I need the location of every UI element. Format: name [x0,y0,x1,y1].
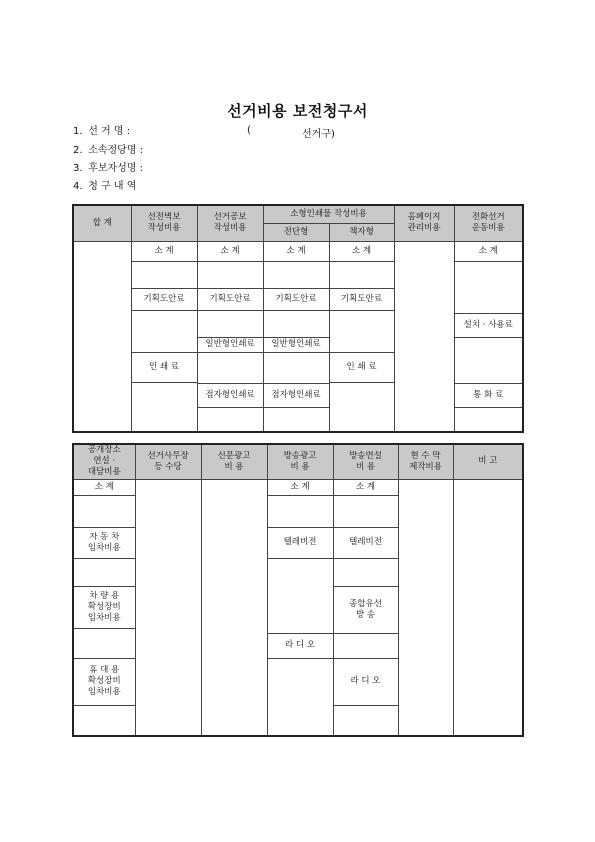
election-name-label: 선 거 명 : [88,126,131,137]
single-sheet-planning-label: 기획도안료 [263,288,329,310]
bulletin-planning-value [197,310,263,337]
cable-value [333,633,398,658]
bulletin-general-print-value [197,352,263,383]
car-rent-label: 자 동 차 임차비용 [73,527,135,558]
header-small-print-cost: 소형인쇄물 작성비용 [263,205,394,223]
speech-subtotal-value [73,495,135,527]
header-homepage-cost: 홈페이지 관리비용 [394,205,454,241]
header-total: 합 계 [73,205,131,241]
booklet-planning-value [329,310,394,352]
bulletin-subtotal-value [197,261,263,288]
candidate-name-label: 후보자성명 : [88,163,144,174]
party-name-label: 소속정당명 : [88,145,144,156]
header-office-allowance: 선거사무장 등 수당 [135,444,201,479]
item-number: 1. [73,126,83,137]
homepage-cell [394,241,454,432]
header-banner-cost: 현 수 막 제작비용 [398,444,453,479]
header-phone-cost: 전화선거 운동비용 [454,205,523,241]
single-sheet-planning-value [263,310,329,337]
item-number: 4. [73,181,83,192]
leaflet-planning-value [131,310,197,352]
phone-call-label: 통 화 료 [454,383,523,407]
phone-install-label: 설치 · 사용료 [454,313,523,337]
vehicle-speaker-value [73,628,135,658]
broadcast-ad-subtotal: 소 계 [267,479,333,495]
booklet-subtotal-value [329,261,394,288]
phone-call-value [454,407,523,432]
broadcast-speech-radio-label: 라 디 오 [333,658,398,705]
vehicle-speaker-label: 차 량 용 확성장비 임차비용 [73,586,135,628]
booklet-printing-label: 인 쇄 료 [329,352,394,382]
phone-install-value [454,337,523,383]
item-number: 2. [73,145,83,156]
broadcast-speech-tv-label: 텔레비전 [333,527,398,558]
item-number: 3. [73,163,83,174]
bulletin-planning-label: 기획도안료 [197,288,263,310]
single-sheet-general-print-label: 일반형인쇄료 [263,337,329,352]
single-sheet-subtotal: 소 계 [263,241,329,261]
leaflet-printing-label: 인 쇄 료 [131,352,197,382]
bulletin-subtotal: 소 계 [197,241,263,261]
broadcast-speech-tv-value [333,558,398,586]
document-title: 선거비용 보전청구서 [227,102,368,120]
leaflet-subtotal: 소 계 [131,241,197,261]
leaflet-planning-label: 기획도안료 [131,288,197,310]
booklet-printing-value [329,382,394,432]
phone-subtotal: 소 계 [454,241,523,261]
candidate-name-row [73,162,143,175]
phone-subtotal-value [454,261,523,313]
header-booklet: 책자형 [329,223,394,241]
remarks-cell [453,479,523,736]
district-label: 선거구) [302,129,335,140]
booklet-planning-label: 기획도안료 [329,288,394,310]
claim-details-label: 청 구 내 역 [88,181,137,192]
total-cell [73,241,131,432]
single-sheet-braille-print-label: 점자형인쇄료 [263,383,329,407]
car-rent-value [73,558,135,586]
banner-cell [398,479,453,736]
broadcast-speech-subtotal-value [333,495,398,527]
booklet-subtotal: 소 계 [329,241,394,261]
broadcast-ad-tv-label: 텔레비전 [267,527,333,558]
single-sheet-braille-print-value [263,407,329,432]
header-newspaper-ad: 신문광고 비 용 [201,444,267,479]
speech-subtotal: 소 계 [73,479,135,495]
portable-speaker-value [73,705,135,736]
header-single-sheet: 전단형 [263,223,329,241]
header-remarks: 비 고 [453,444,523,479]
broadcast-ad-radio-value [267,658,333,736]
broadcast-speech-subtotal: 소 계 [333,479,398,495]
party-name-row [73,144,143,157]
election-name-row [73,125,130,138]
header-speech-cost: 공개장소 연설 · 대담비용 [73,444,135,479]
district-paren: ( [247,125,251,136]
office-cell [135,479,201,736]
header-leaflet-cost: 선전벽보 작성비용 [131,205,197,241]
leaflet-printing-value [131,382,197,432]
cable-label: 종합유선 방 송 [333,586,398,633]
claim-details-row [73,180,136,193]
single-sheet-subtotal-value [263,261,329,288]
expense-table-2 [72,443,524,737]
leaflet-subtotal-value [131,261,197,288]
broadcast-speech-radio-value [333,705,398,736]
bulletin-general-print-label: 일반형인쇄료 [197,337,263,352]
expense-table-1 [72,204,524,433]
header-broadcast-ad: 방송광고 비 용 [267,444,333,479]
broadcast-ad-radio-label: 라 디 오 [267,633,333,658]
single-sheet-general-print-value [263,352,329,383]
header-broadcast-speech: 방송연설 비 용 [333,444,398,479]
broadcast-ad-subtotal-value [267,495,333,527]
bulletin-braille-print-label: 점자형인쇄료 [197,383,263,407]
newspaper-cell [201,479,267,736]
portable-speaker-label: 휴 대 용 확성장비 임차비용 [73,658,135,705]
broadcast-ad-tv-value [267,558,333,633]
bulletin-braille-print-value [197,407,263,432]
header-bulletin-cost: 선거공보 작성비용 [197,205,263,241]
